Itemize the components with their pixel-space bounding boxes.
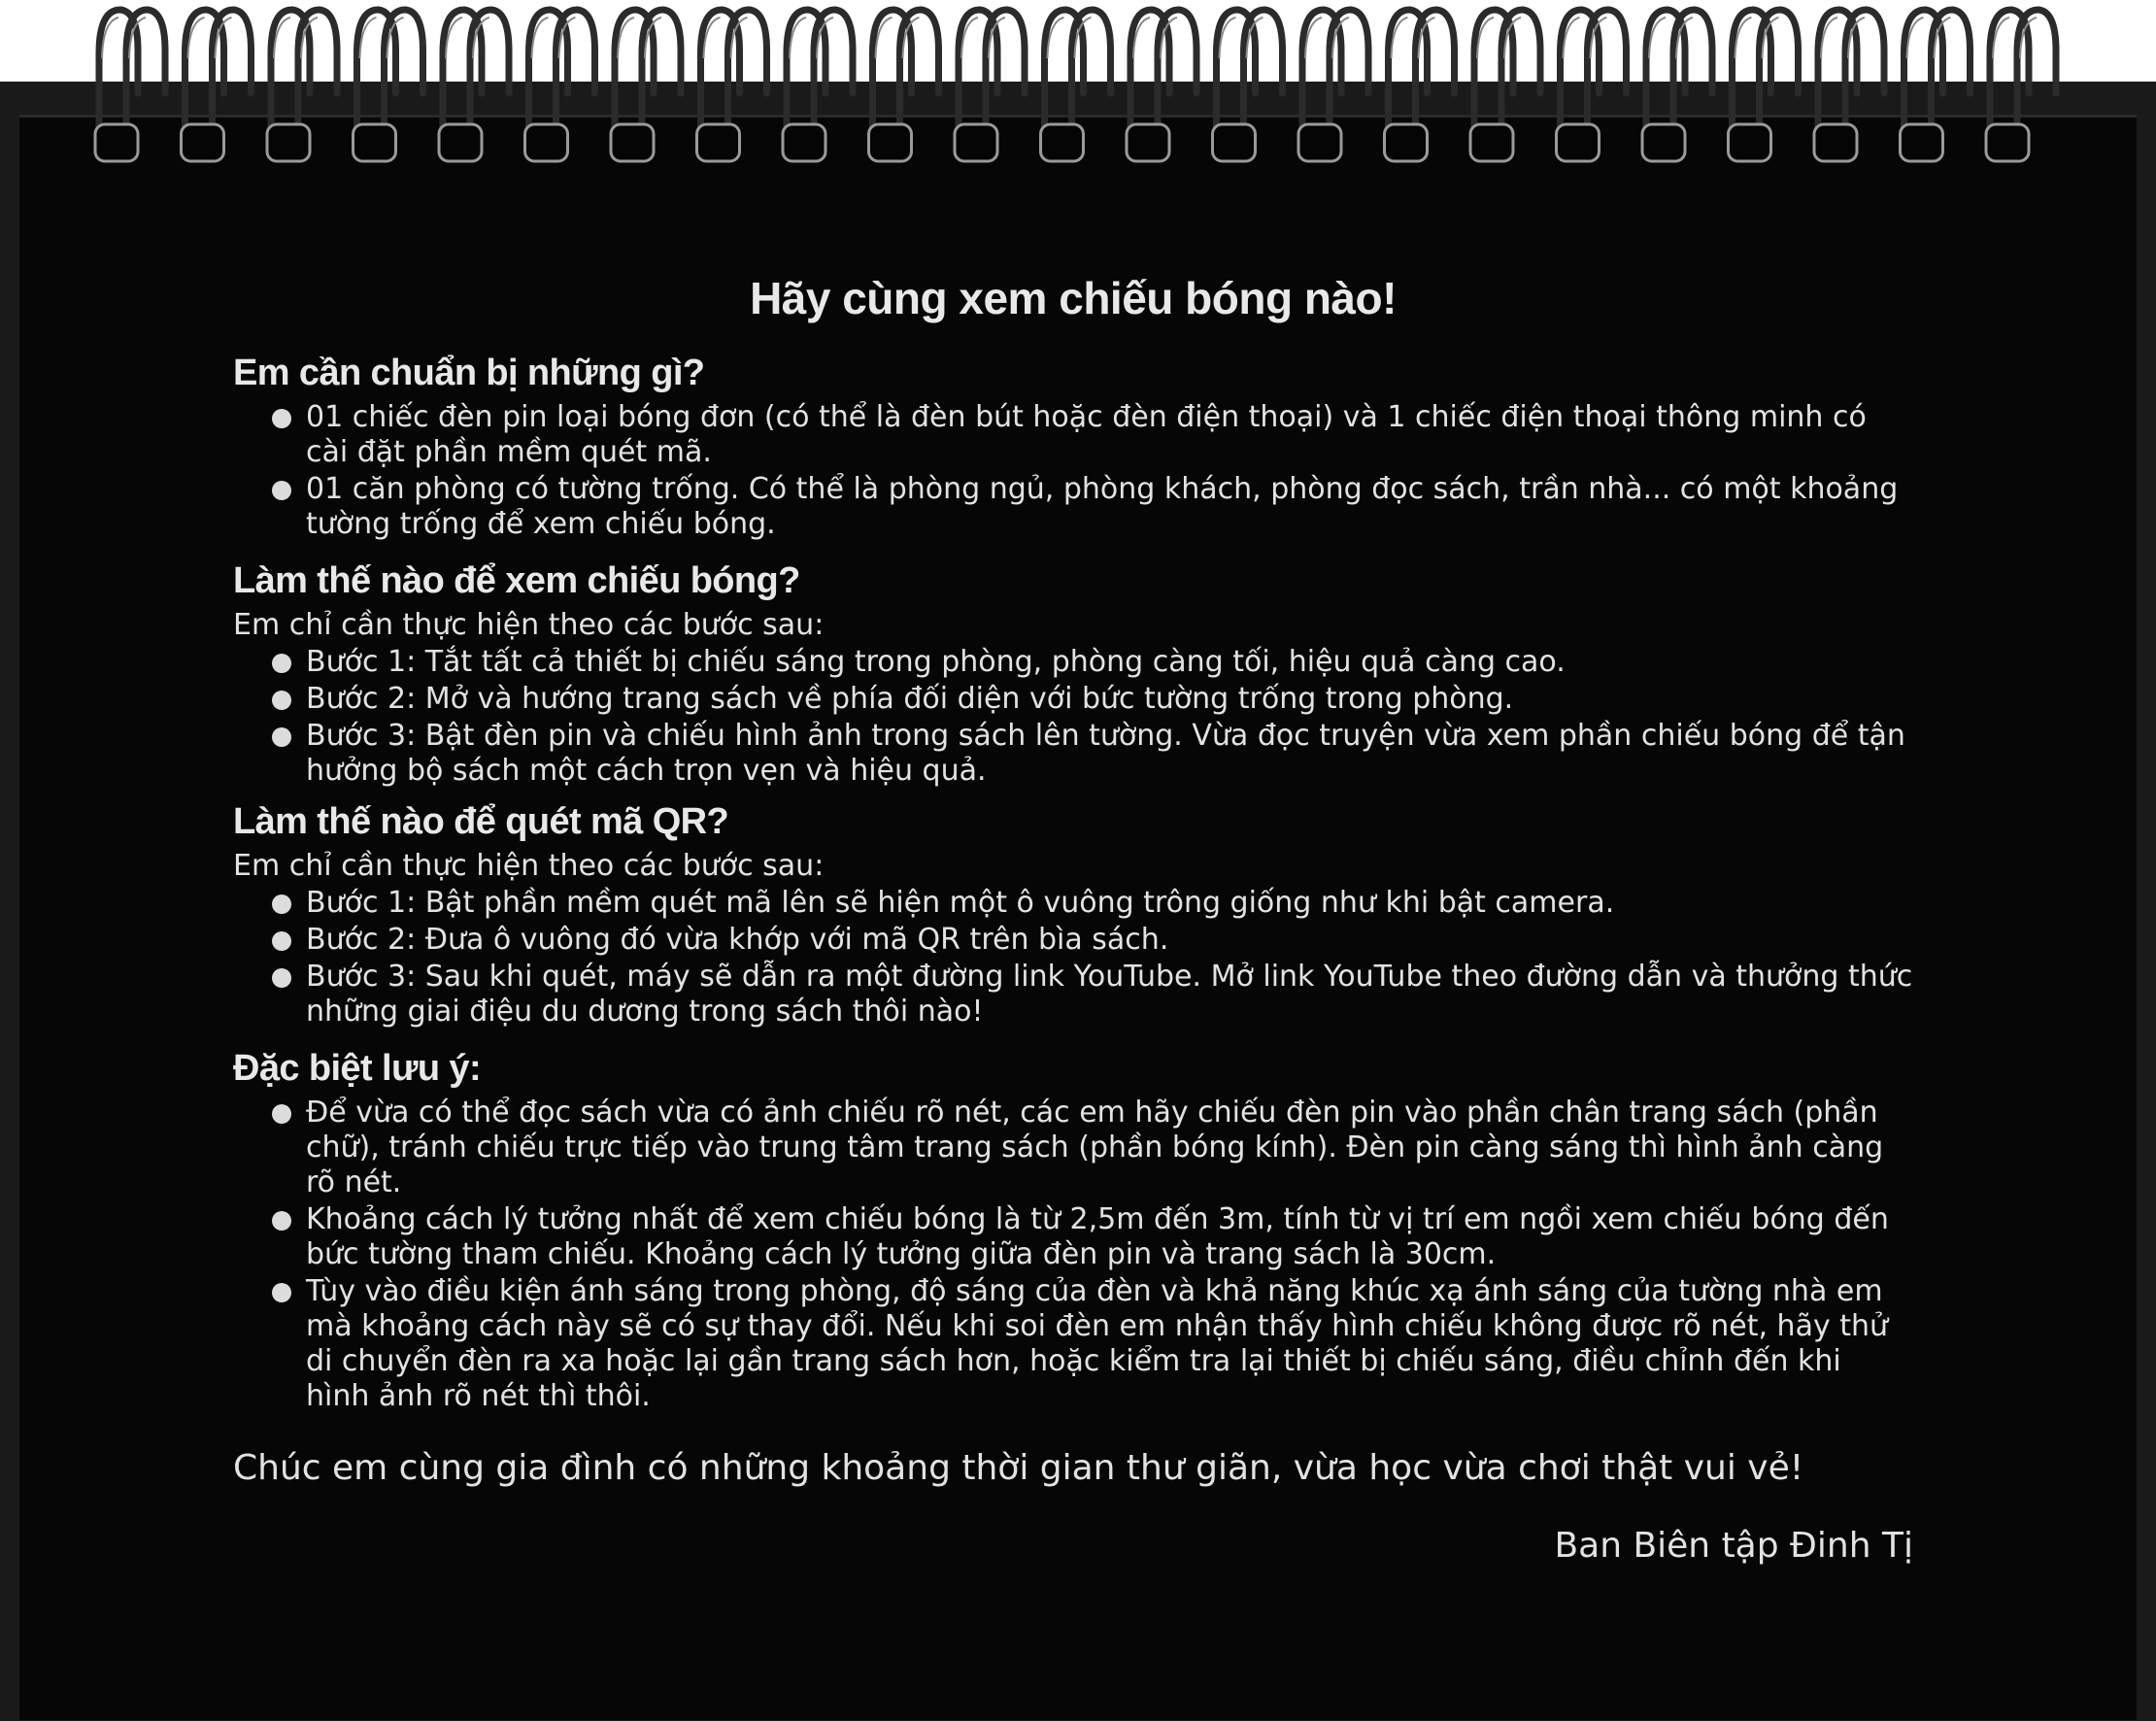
bullet-dot-icon bbox=[272, 654, 291, 673]
spiral-ring bbox=[955, 10, 1025, 161]
section-heading: Làm thế nào để quét mã QR? bbox=[233, 801, 729, 842]
spiral-ring bbox=[1041, 10, 1111, 161]
spiral-ring bbox=[869, 10, 939, 161]
section-shadow-play bbox=[233, 559, 1913, 789]
bullet-dot-icon bbox=[272, 1104, 291, 1124]
list-item bbox=[233, 645, 1913, 680]
spiral-ring bbox=[1213, 10, 1283, 161]
list-item-text: Để vừa có thể đọc sách vừa có ảnh chiếu rõ nét, các em hãy chiếu đèn pin vào phần chân trang sách (phần chữ), tránh chiếu trực tiếp vào trung tâm trang sách (phần bóng kính). Đèn pin càng sáng thì hình ảnh càng rõ nét. bbox=[306, 1096, 1884, 1199]
bullet-dot-icon bbox=[272, 1211, 291, 1231]
list-item-text: Khoảng cách lý tưởng nhất để xem chiếu bóng là từ 2,5m đến 3m, tính từ vị trí em ngồi xem chiếu bóng đến bức tường tham chiếu. Khoảng cách lý tưởng giữa đèn pin và trang sách là 30cm. bbox=[306, 1202, 1889, 1271]
section-intro: Em chỉ cần thực hiện theo các bước sau: bbox=[233, 849, 825, 883]
spiral-ring bbox=[1729, 10, 1799, 161]
section-heading: Em cần chuẩn bị những gì? bbox=[233, 353, 705, 393]
bullet-list bbox=[233, 400, 1913, 542]
list-item-text: Bước 2: Đưa ô vuông đó vừa khớp với mã QR trên bìa sách. bbox=[306, 923, 1169, 957]
spiral-ring bbox=[1901, 10, 1971, 161]
list-item bbox=[233, 923, 1913, 958]
list-item-text: 01 căn phòng có tường trống. Có thể là phòng ngủ, phòng khách, phòng đọc sách, trần nhà... có một khoảng tường trống để xem chiếu bóng. bbox=[306, 472, 1899, 541]
spiral-ring bbox=[267, 10, 337, 161]
spiral-ring bbox=[1557, 10, 1627, 161]
spiral-ring bbox=[182, 10, 252, 161]
bullet-list bbox=[233, 645, 1913, 789]
section-heading: Đặc biệt lưu ý: bbox=[233, 1048, 482, 1089]
bullet-dot-icon bbox=[272, 691, 291, 710]
list-item bbox=[233, 886, 1913, 921]
spiral-binding bbox=[0, 0, 2156, 185]
bullet-dot-icon bbox=[272, 409, 291, 428]
list-item bbox=[233, 472, 1913, 542]
list-item-text: Bước 3: Sau khi quét, máy sẽ dẫn ra một đường link YouTube. Mở link YouTube theo đường dẫn và thưởng thức những giai điệu du dương trong sách thôi nào! bbox=[306, 960, 1913, 1029]
list-item bbox=[233, 1202, 1913, 1272]
signature: Ban Biên tập Đinh Tị bbox=[1554, 1526, 1913, 1566]
spiral-ring bbox=[439, 10, 509, 161]
section-notes bbox=[233, 1047, 1913, 1414]
spiral-ring bbox=[525, 10, 595, 161]
spiral-ring bbox=[697, 10, 767, 161]
list-item bbox=[233, 400, 1913, 470]
spiral-ring bbox=[611, 10, 681, 161]
section-heading: Làm thế nào để xem chiếu bóng? bbox=[233, 560, 800, 601]
bullet-dot-icon bbox=[272, 894, 291, 914]
spiral-ring bbox=[1385, 10, 1455, 161]
list-item-text: Bước 1: Bật phần mềm quét mã lên sẽ hiện một ô vuông trông giống như khi bật camera. bbox=[306, 886, 1615, 920]
bullet-dot-icon bbox=[272, 968, 291, 988]
bullet-dot-icon bbox=[272, 481, 291, 500]
list-item-text: 01 chiếc đèn pin loại bóng đơn (có thể là đèn bút hoặc đèn điện thoại) và 1 chiếc điện thoại thông minh có cài đặt phần mềm quét mã. bbox=[306, 400, 1867, 469]
bullet-dot-icon bbox=[272, 1283, 291, 1302]
list-item bbox=[233, 1274, 1913, 1414]
bullet-list bbox=[233, 886, 1913, 1029]
list-item bbox=[233, 682, 1913, 717]
section-intro: Em chỉ cần thực hiện theo các bước sau: bbox=[233, 608, 825, 642]
section-qr-scan bbox=[233, 800, 1913, 1029]
bullet-dot-icon bbox=[272, 727, 291, 747]
list-item-text: Tùy vào điều kiện ánh sáng trong phòng, độ sáng của đèn và khả năng khúc xạ ánh sáng của tường nhà em mà khoảng cách này sẽ có sự thay đổi. Nếu khi soi đèn em nhận thấy hình chiếu không được rõ nét, hãy thử di chuyển đèn ra xa hoặc lại gần trang sách hơn, hoặc kiểm tra lại thiết bị chiếu sáng, điều chỉnh đến khi hình ảnh rõ nét thì thôi. bbox=[306, 1274, 1889, 1413]
section-preparation bbox=[233, 352, 1913, 542]
spiral-ring bbox=[1470, 10, 1540, 161]
bullet-list bbox=[233, 1096, 1913, 1414]
instructions-content bbox=[233, 272, 1913, 1603]
list-item bbox=[233, 1096, 1913, 1200]
page-title: Hãy cùng xem chiếu bóng nào! bbox=[750, 273, 1397, 323]
spiral-ring bbox=[1298, 10, 1368, 161]
spiral-ring bbox=[1642, 10, 1712, 161]
spiral-ring bbox=[1127, 10, 1196, 161]
list-item-text: Bước 2: Mở và hướng trang sách về phía đối diện với bức tường trống trong phòng. bbox=[306, 682, 1514, 716]
spiral-ring bbox=[1986, 10, 2056, 161]
closing-message: Chúc em cùng gia đình có những khoảng thời gian thư giãn, vừa học vừa chơi thật vui vẻ! bbox=[233, 1448, 1804, 1488]
list-item bbox=[233, 719, 1913, 789]
list-item-text: Bước 3: Bật đèn pin và chiếu hình ảnh trong sách lên tường. Vừa đọc truyện vừa xem phần chiếu bóng để tận hưởng bộ sách một cách trọn vẹn và hiệu quả. bbox=[306, 719, 1905, 788]
list-item bbox=[233, 960, 1913, 1029]
spiral-ring bbox=[95, 10, 165, 161]
list-item-text: Bước 1: Tắt tất cả thiết bị chiếu sáng trong phòng, phòng càng tối, hiệu quả càng cao. bbox=[306, 645, 1566, 679]
bullet-dot-icon bbox=[272, 931, 291, 951]
spiral-ring bbox=[354, 10, 423, 161]
spiral-ring bbox=[783, 10, 853, 161]
spiral-ring bbox=[1814, 10, 1884, 161]
